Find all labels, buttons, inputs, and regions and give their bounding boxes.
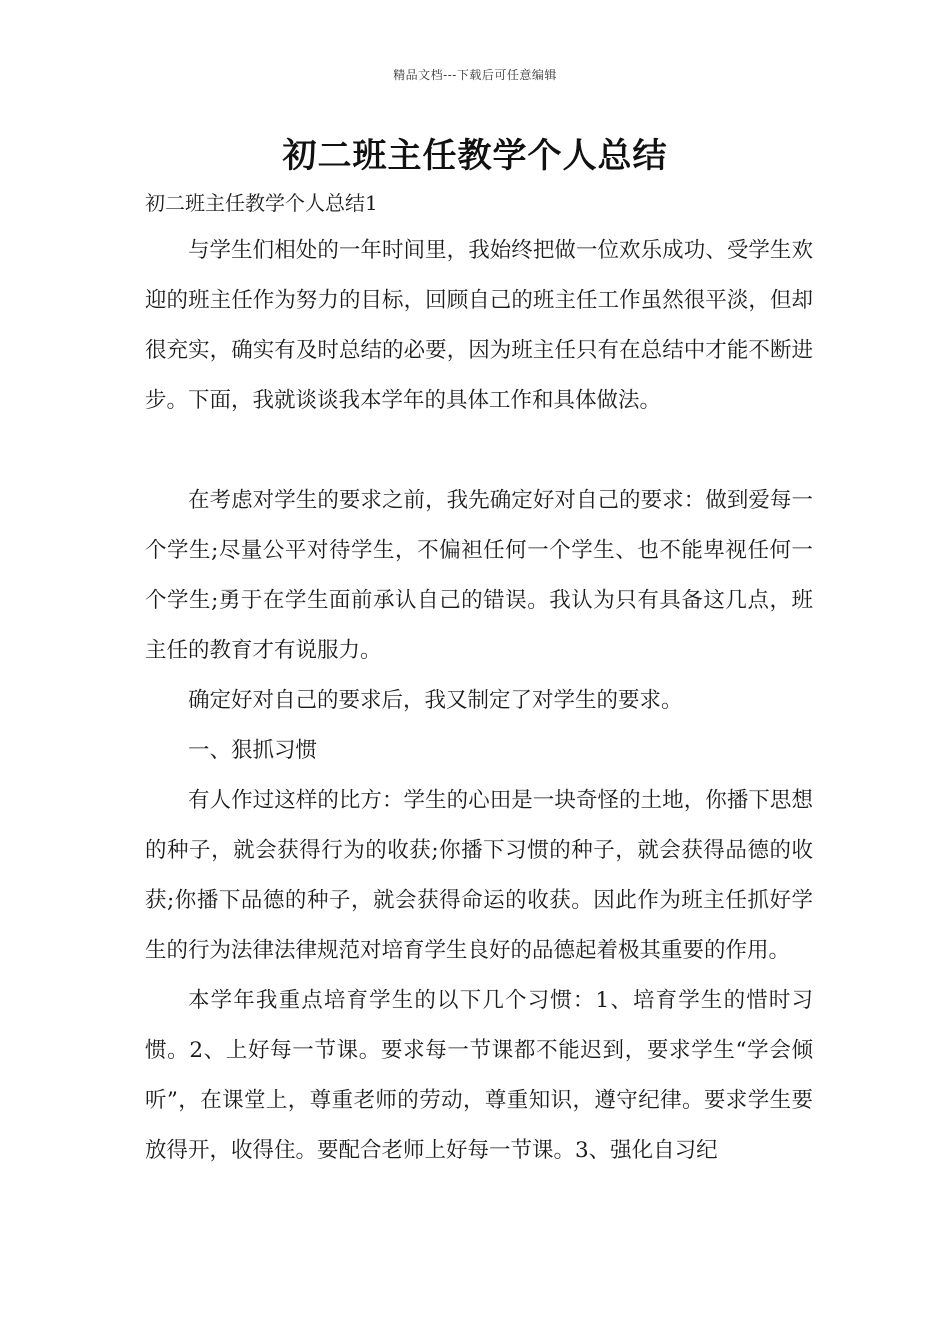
section-heading-habits: 一、狠抓习惯 <box>188 738 318 763</box>
paragraph-self-requirements: 在考虑对学生的要求之前，我先确定好对自己的要求：做到爱每一个学生;尽量公平对待学生，不偏袒任何一个学生、也不能卑视任何一个学生;勇于在学生面前承认自己的错误。我认为只有具备这几点，班主任的教育才有说服力。 <box>145 488 813 663</box>
paragraph-habit-metaphor: 有人作过这样的比方：学生的心田是一块奇怪的土地，你播下思想的种子，就会获得行为的收获;你播下习惯的种子，就会获得品德的收获;你播下品德的种子，就会获得命运的收获。因此作为班主任抓好学生的行为法律法律规范对培育学生良好的品德起着极其重要的作用。 <box>145 788 813 963</box>
document-title: 初二班主任教学个人总结 <box>282 136 668 176</box>
paragraph-habit-list: 本学年我重点培育学生的以下几个习惯：1、培育学生的惜时习惯。2、上好每一节课。要求每一节课都不能迟到，要求学生“学会倾听”，在课堂上，尊重老师的劳动，尊重知识，遵守纪律。要求学生要放得开，收得住。要配合老师上好每一节课。3、强化自习纪 <box>145 988 813 1163</box>
document-subtitle: 初二班主任教学个人总结1 <box>145 191 378 215</box>
paragraph-student-requirements: 确定好对自己的要求后，我又制定了对学生的要求。 <box>188 688 683 713</box>
paragraph-intro: 与学生们相处的一年时间里，我始终把做一位欢乐成功、受学生欢迎的班主任作为努力的目标，回顾自己的班主任工作虽然很平淡，但却很充实，确实有及时总结的必要，因为班主任只有在总结中才能不断进步。下面，我就谈谈我本学年的具体工作和具体做法。 <box>145 238 813 413</box>
header-note: 精品文档---下载后可任意编辑 <box>393 68 557 82</box>
document-body <box>145 226 813 1176</box>
